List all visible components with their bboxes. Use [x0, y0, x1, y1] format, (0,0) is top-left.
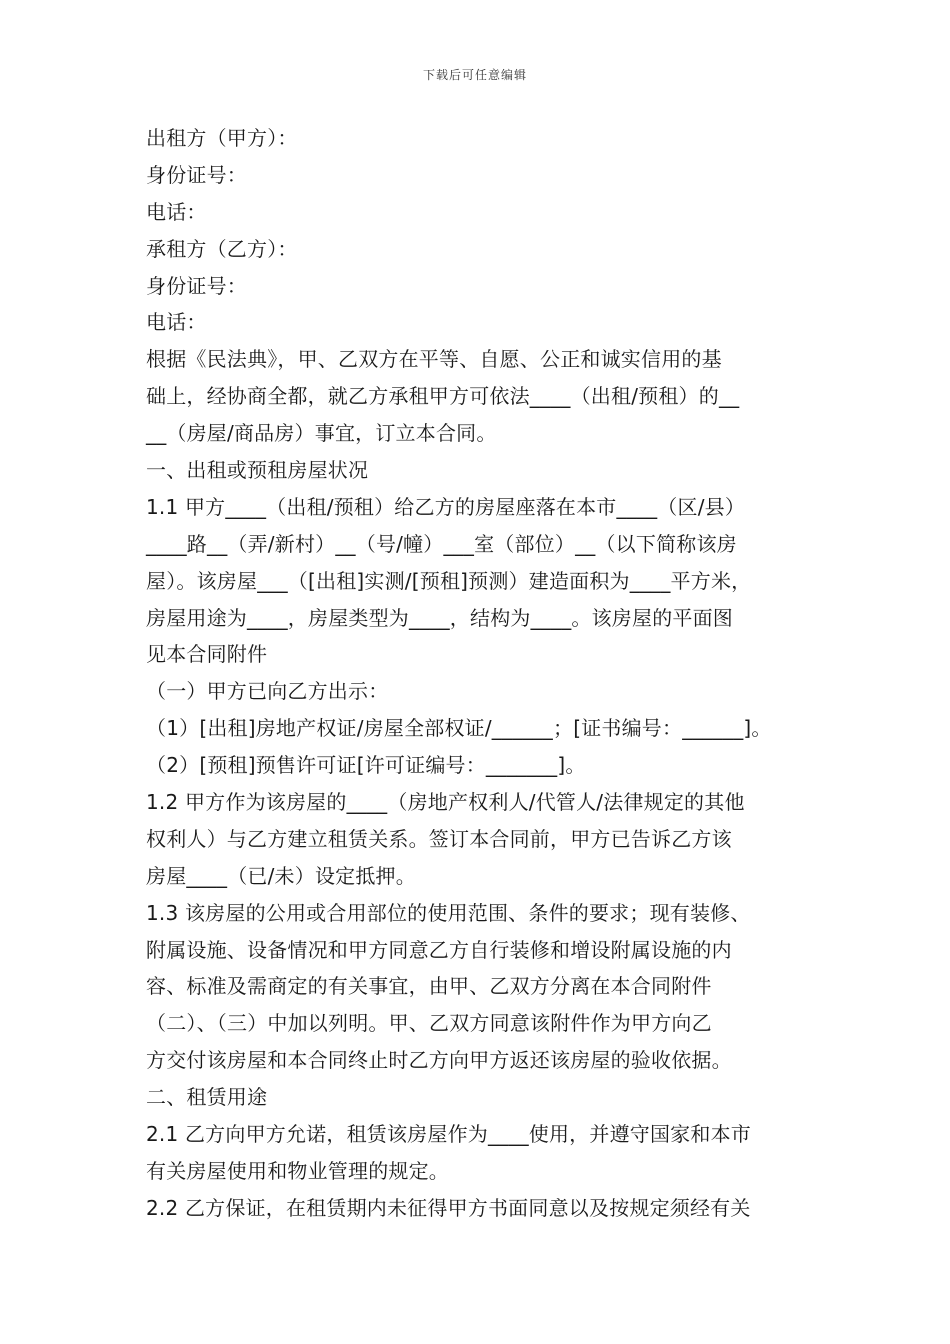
lessee-line: 承租方（乙方）：: [146, 236, 298, 261]
clause-1-2-line: 房屋____（已/未）设定抵押。: [146, 863, 416, 888]
lessor-id-line: 身份证号：: [146, 162, 247, 187]
page-header: 下载后可任意编辑: [422, 68, 527, 82]
sub-item-line: （1）[出租]房地产权证/房屋全部权证/______；[证书编号：______]。: [146, 716, 772, 741]
section-heading-1: 一、出租或预租房屋状况: [146, 458, 369, 483]
clause-2-1-line: 有关房屋使用和物业管理的规定。: [146, 1158, 449, 1183]
section-heading-2: 二、租赁用途: [146, 1085, 268, 1110]
clause-1-2-line: 1.2 甲方作为该房屋的____（房地产权利人/代管人/法律规定的其他: [146, 790, 745, 815]
clause-2-2-line: 2.2 乙方保证，在租赁期内未征得甲方书面同意以及按规定须经有关: [146, 1195, 751, 1220]
clause-2-1-line: 2.1 乙方向甲方允诺，租赁该房屋作为____使用，并遵守国家和本市: [146, 1122, 751, 1147]
clause-1-1-line: ____路__（弄/新村）__（号/幢）___室（部位）__（以下简称该房: [146, 531, 737, 556]
clause-1-1-line: 1.1 甲方____（出租/预租）给乙方的房屋座落在本市____（区/县）: [146, 494, 746, 519]
clause-1-2-line: 权利人）与乙方建立租赁关系。签订本合同前，甲方已告诉乙方该: [146, 826, 732, 851]
lessor-phone-line: 电话：: [146, 199, 207, 224]
document-body: [146, 120, 816, 1227]
clause-1-3-line: 方交付该房屋和本合同终止时乙方向甲方返还该房屋的验收依据。: [146, 1048, 732, 1073]
clause-1-1-line: 见本合同附件: [146, 642, 268, 667]
preamble-line: __（房屋/商品房）事宜，订立本合同。: [146, 421, 497, 446]
clause-1-1-line: 屋）。该房屋___（[出租]实测/[预租]预测）建造面积为____平方米，: [146, 568, 752, 593]
sub-item-line: （2）[预租]预售许可证[许可证编号：_______]。: [146, 753, 586, 778]
lessor-line: 出租方（甲方）：: [146, 126, 298, 150]
clause-1-3-line: （二）、（三）中加以列明。甲、乙双方同意该附件作为甲方向乙: [146, 1011, 712, 1036]
clause-1-1-line: 房屋用途为____，房屋类型为____，结构为____。该房屋的平面图: [146, 605, 733, 630]
sub-item-heading: （一）甲方已向乙方出示：: [146, 679, 389, 704]
lessee-id-line: 身份证号：: [146, 273, 247, 298]
preamble-line: 础上，经协商全都，就乙方承租甲方可依法____（出租/预租）的__: [146, 384, 740, 409]
lessee-phone-line: 电话：: [146, 310, 207, 335]
clause-1-3-line: 附属设施、设备情况和甲方同意乙方自行装修和增设附属设施的内: [146, 937, 732, 962]
clause-1-3-line: 1.3 该房屋的公用或合用部位的使用范围、条件的要求；现有装修、: [146, 900, 751, 925]
clause-1-3-line: 容、标准及需商定的有关事宜，由甲、乙双方分离在本合同附件: [146, 974, 712, 999]
preamble-line: 根据《民法典》，甲、乙双方在平等、自愿、公正和诚实信用的基: [146, 347, 722, 372]
